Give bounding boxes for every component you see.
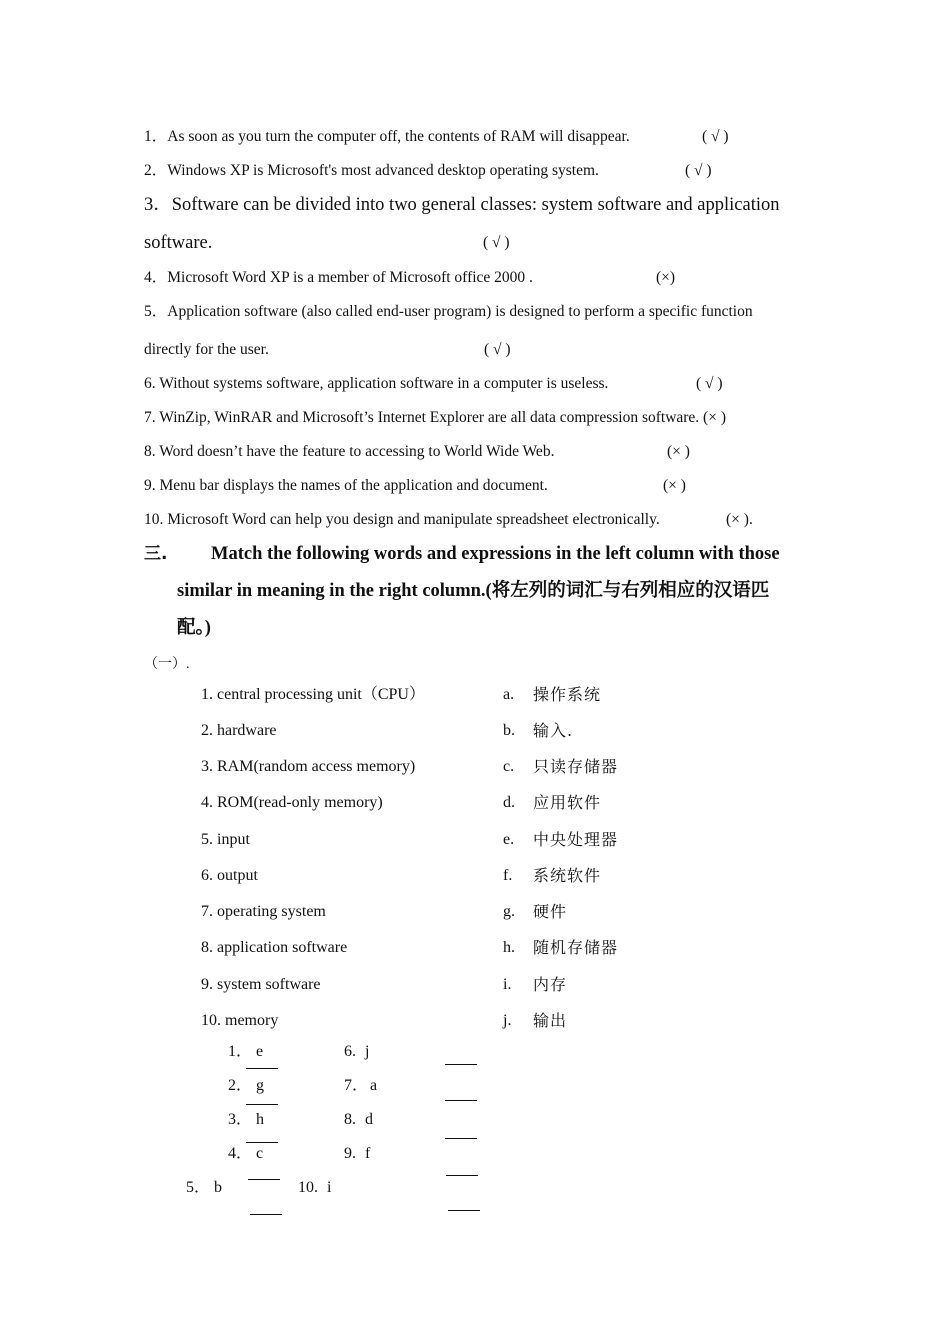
- blank-line: [246, 1068, 278, 1069]
- blank-line: [446, 1175, 478, 1176]
- blank-line: [445, 1138, 477, 1139]
- mark-10: (× ).: [726, 511, 753, 528]
- right-term-e: 中央处理器: [533, 830, 619, 849]
- blank-line: [250, 1214, 282, 1215]
- statement-8: 8. Word doesn’t have the feature to accessing to World Wide Web.: [144, 443, 555, 460]
- answer-number-4: 4．: [228, 1145, 253, 1162]
- blank-line: [248, 1179, 280, 1180]
- mark-8: (× ): [667, 443, 690, 460]
- right-letter-j: j.: [503, 1012, 512, 1029]
- mark-5: ( √ ): [484, 341, 511, 358]
- right-term-d: 应用软件: [533, 793, 602, 812]
- answer-number-5: 5．: [186, 1179, 211, 1196]
- subsection-label: （一）.: [144, 657, 190, 672]
- mark-9: (× ): [663, 477, 686, 494]
- blank-line: [246, 1142, 278, 1143]
- right-letter-b: b.: [503, 722, 515, 739]
- blank-line: [445, 1100, 477, 1101]
- mark-3: ( √ ): [483, 234, 510, 251]
- answer-value-6: j: [365, 1043, 370, 1060]
- mark-1: ( √ ): [702, 128, 729, 145]
- blank-line: [246, 1104, 278, 1105]
- answer-value-3: h: [256, 1111, 264, 1128]
- right-letter-f: f.: [503, 867, 513, 884]
- statement-3: 3．Software can be divided into two general classes: system software and application: [144, 195, 780, 215]
- left-term-5: 5. input: [201, 831, 250, 848]
- answer-number-9: 9.: [344, 1145, 356, 1162]
- mark-4: (×): [656, 269, 676, 286]
- answer-number-6: 6.: [344, 1043, 356, 1060]
- statement-3-cont: software.: [144, 233, 213, 253]
- section-heading-line3: 配。): [177, 618, 211, 638]
- answer-value-1: e: [256, 1043, 264, 1060]
- right-term-a: 操作系统: [533, 685, 602, 704]
- left-term-2: 2. hardware: [201, 722, 277, 739]
- blank-line: [445, 1064, 477, 1065]
- left-term-4: 4. ROM(read-only memory): [201, 794, 383, 811]
- right-letter-i: i.: [503, 976, 512, 993]
- right-term-f: 系统软件: [533, 866, 602, 885]
- right-term-i: 内存: [533, 975, 568, 994]
- statement-10: 10. Microsoft Word can help you design and manipulate spreadsheet electronically.: [144, 511, 660, 528]
- statement-2: 2．Windows XP is Microsoft's most advanced desktop operating system.: [144, 162, 599, 179]
- section-heading-line2: similar in meaning in the right column.(将左列的词汇与右列相应的汉语匹: [177, 581, 770, 601]
- answer-number-3: 3．: [228, 1111, 253, 1128]
- statement-5-cont: directly for the user.: [144, 341, 269, 358]
- answer-number-7: 7．: [344, 1077, 369, 1094]
- right-letter-g: g.: [503, 903, 515, 920]
- right-term-b: 输入.: [533, 721, 574, 740]
- statement-9: 9. Menu bar displays the names of the application and document.: [144, 477, 548, 494]
- right-letter-h: h.: [503, 939, 515, 956]
- left-term-6: 6. output: [201, 867, 258, 884]
- answer-number-8: 8.: [344, 1111, 356, 1128]
- section-number: 三.: [144, 544, 168, 564]
- blank-line: [448, 1210, 480, 1211]
- answer-value-2: g: [256, 1077, 264, 1094]
- statement-7: 7. WinZip, WinRAR and Microsoft’s Internet Explorer are all data compression software. (× ): [144, 409, 726, 426]
- section-heading-line1: Match the following words and expressions in the left column with those: [211, 544, 780, 564]
- right-term-h: 随机存储器: [533, 938, 619, 957]
- mark-2: ( √ ): [685, 162, 712, 179]
- left-term-7: 7. operating system: [201, 903, 326, 920]
- answer-value-5: b: [214, 1179, 222, 1196]
- left-term-1: 1. central processing unit（CPU）: [201, 686, 425, 703]
- right-letter-e: e.: [503, 831, 515, 848]
- answer-value-8: d: [365, 1111, 373, 1128]
- answer-value-7: a: [370, 1077, 378, 1094]
- left-term-9: 9. system software: [201, 976, 321, 993]
- right-term-g: 硬件: [533, 902, 568, 921]
- right-letter-c: c.: [503, 758, 515, 775]
- answer-number-2: 2．: [228, 1077, 253, 1094]
- statement-6: 6. Without systems software, application software in a computer is useless.: [144, 375, 609, 392]
- answer-value-10: i: [327, 1179, 332, 1196]
- statement-5: 5．Application software (also called end-user program) is designed to perform a specific function: [144, 303, 753, 320]
- answer-value-9: f: [365, 1145, 371, 1162]
- left-term-10: 10. memory: [201, 1012, 279, 1029]
- mark-6: ( √ ): [696, 375, 723, 392]
- right-letter-a: a.: [503, 686, 515, 703]
- answer-number-10: 10.: [298, 1179, 318, 1196]
- left-term-8: 8. application software: [201, 939, 348, 956]
- left-term-3: 3. RAM(random access memory): [201, 758, 416, 775]
- answer-number-1: 1．: [228, 1043, 253, 1060]
- right-letter-d: d.: [503, 794, 515, 811]
- answer-value-4: c: [256, 1145, 264, 1162]
- right-term-c: 只读存储器: [533, 757, 619, 776]
- statement-1: 1．As soon as you turn the computer off, the contents of RAM will disappear.: [144, 128, 630, 145]
- right-term-j: 输出: [533, 1011, 568, 1030]
- statement-4: 4．Microsoft Word XP is a member of Microsoft office 2000 .: [144, 269, 533, 286]
